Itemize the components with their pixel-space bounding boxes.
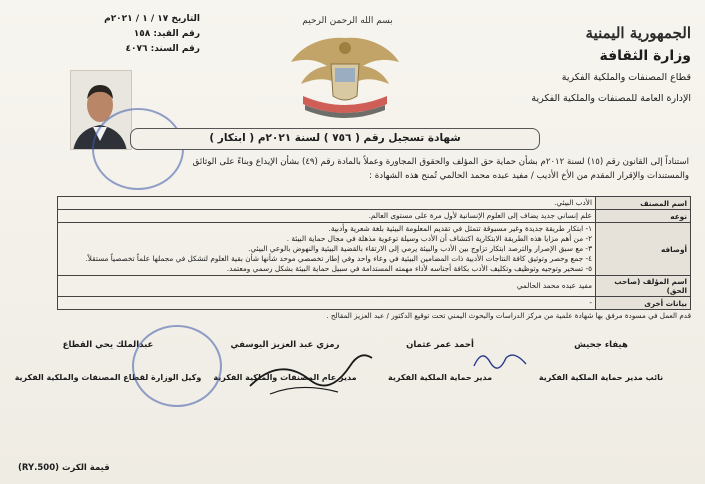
label-work-name: اسم المصنف <box>596 197 691 210</box>
issuer-header <box>491 24 691 104</box>
signatory-role: نائب مدير حماية الملكية الفكرية <box>538 373 664 382</box>
intro-line-1: استناداً إلى القانون رقم (١٥) لسنة ٢٠١٢م بشأن حماية حق المؤلف والحقوق المجاورة وعملاً بالمادة رقم (٤٩) بشأن الإيداع وبناءً على الوثائق <box>192 157 689 167</box>
submission-note: قدم العمل في مسودة مرفق بها شهادة علمية من مركز الدراسات والبحوث اليمني تحت توقيع الدكتور / عبد العزيز المقالح . <box>326 311 691 320</box>
handwritten-signature-icon <box>240 336 380 402</box>
card-fee: قيمة الكرت (500.RY) <box>18 463 110 473</box>
table-row <box>58 197 691 210</box>
table-row <box>58 297 691 310</box>
table-row <box>58 276 691 297</box>
value-other-data: - <box>58 297 596 310</box>
bond-number: رقم السند: ٤٠٧٦ <box>125 44 200 54</box>
national-emblem-icon <box>283 18 408 123</box>
description-item: ٣- مع سبق الإصرار والترصد ابتكار تزاوج بين الأدب والبيئة يرمي إلى الارتقاء بالقضية البيئية والنهوض بالوعي البيئي. <box>248 244 592 253</box>
sector-title: قطاع المصنفات والملكية الفكرية <box>561 72 691 83</box>
handwritten-signature-icon <box>470 344 530 374</box>
reference-block <box>20 12 200 57</box>
signatory-role: مدير حماية الملكية الفكرية <box>387 373 493 382</box>
signatory-role: وكيل الوزارة لقطاع المصنفات والملكية الفكرية <box>14 373 202 382</box>
description-item: ٥- تسخير وتوجيه وتوظيف وتكليف الأدب بكافة أجناسه لأداء مهمته المستدامة في سبيل حماية البيئة بشكل رسمي ومعتمد. <box>226 264 592 273</box>
official-stamp-bottom <box>132 325 222 407</box>
intro-line-2: والمستندات والإقرار المقدم من الأخ الأديب / مفيد عبده محمد الحالمي تُمنح هذه الشهادة : <box>369 171 689 181</box>
signatory-name: هيفاء جحيش <box>574 340 628 350</box>
republic-title: الجمهورية اليمنية <box>585 24 691 42</box>
table-row <box>58 210 691 223</box>
description-item: ٤- جمع وحصر وتوثيق كافة النتاجات الأدبية ذات المضامين البيئية في وعاء واحد وفي إطار تخصصي موحد شأنها شأن بقية العلوم لتشكل في مجملها علماً تخصصياً مستقلاً. <box>85 254 592 263</box>
value-author: مفيد عبده محمد الحالمي <box>58 276 596 297</box>
description-item: ١- ابتكار طريقة جديدة وغير مسبوقة تتمثل في تقديم المعلومة البيئية بلغة شعرية وأدبية. <box>328 224 592 233</box>
label-author: اسم المؤلف (صاحب الحق) <box>596 276 691 297</box>
label-other-data: بيانات أخرى <box>596 297 691 310</box>
signature-block <box>511 340 691 382</box>
value-work-name: الأدب البيئي. <box>58 197 596 210</box>
table-row <box>58 223 691 276</box>
value-work-description <box>58 223 596 276</box>
admin-title: الإدارة العامة للمصنفات والملكية الفكرية <box>531 93 691 104</box>
label-work-description: أوصافه <box>596 223 691 276</box>
signatory-name: رمزي عبد العزيز اليوسفي <box>230 340 340 350</box>
signatory-role: مدير عام المصنفات والملكية الفكرية <box>213 373 357 382</box>
label-work-type: نوعه <box>596 210 691 223</box>
issue-date: التاريخ ١٧ / ١ / ٢٠٢١م <box>104 14 200 24</box>
bismillah-text: بسم الله الرحمن الرحيم <box>302 16 393 26</box>
registry-number: رقم القيد: ١٥٨ <box>133 29 200 39</box>
certificate-title: شهادة تسجيل رقم ( ٧٥٦ ) لسنة ٢٠٢١م ( ابتكار ) <box>130 128 540 150</box>
work-details-table <box>57 196 691 310</box>
value-work-type: علم إنساني جديد يضاف إلى العلوم الإنسانية لأول مرة على مستوى العالم. <box>58 210 596 223</box>
ministry-title: وزارة الثقافة <box>599 48 691 64</box>
signatory-name: عبدالملك يحي القطاع <box>62 340 154 350</box>
intro-paragraph <box>14 155 689 183</box>
signatory-name: أحمد عمر عثمان <box>406 340 474 350</box>
description-item: ٢- من أهم مزايا هذه الطريقة الابتكارية اكتشاف أن الأدب وسيلة توعوية مذهلة في مجال حماية البيئة . <box>286 234 592 243</box>
